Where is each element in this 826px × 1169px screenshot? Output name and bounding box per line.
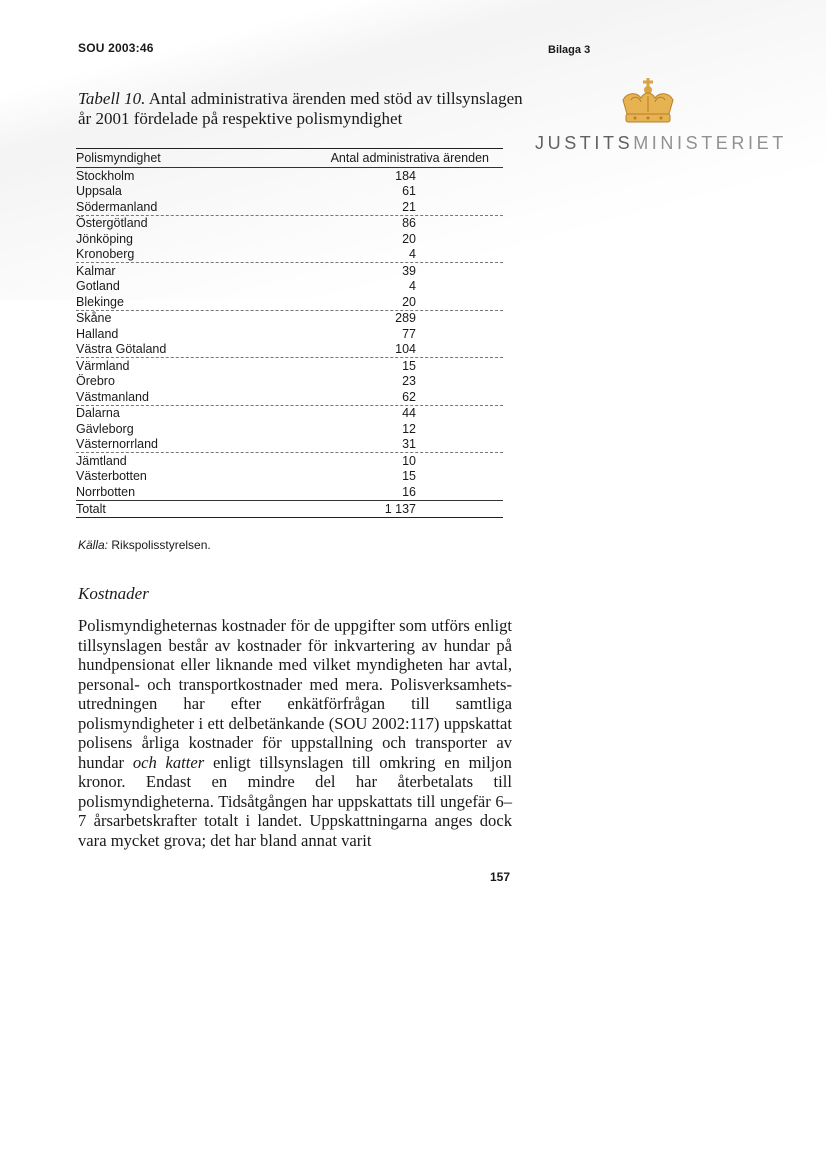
row-value: 39 xyxy=(402,263,416,278)
source-text: Rikspolisstyrelsen. xyxy=(111,538,211,552)
row-name: Norrbotten xyxy=(76,484,136,499)
row-value: 77 xyxy=(402,326,416,341)
row-value: 12 xyxy=(402,421,416,436)
police-authority-table xyxy=(76,148,503,518)
table-row xyxy=(76,389,503,406)
paragraph-text-a: Polismyndigheternas kostnader för de uppgifter som utförs enligt tillsynslagen består av kostnader för inkvartering av hundar på hundpensionat eller liknande med vilket myndigheten har avtal, personal- och transportkostnader med mera. Polisverksamhets-utredningen har efter enkätförfrågan till samtliga polismyndigheter i ett delbetänkande (SOU 2002:117) uppskattat polisens årliga kostnader för uppstallning och transporter av hundar xyxy=(78,616,512,772)
table-row xyxy=(76,216,503,232)
table-row xyxy=(76,263,503,279)
appendix-label: Bilaga 3 xyxy=(548,44,591,56)
row-value: 15 xyxy=(402,358,416,373)
page-number: 157 xyxy=(490,870,511,884)
paragraph-emphasis: och katter xyxy=(132,752,205,772)
table-caption xyxy=(78,89,523,129)
table-row xyxy=(76,484,503,500)
table-caption-text: Antal administrativa ärenden med stöd av tillsynslagen år 2001 fördelade på respektive polismyndighet xyxy=(78,89,523,128)
row-value: 31 xyxy=(402,437,416,452)
source-label: Källa: xyxy=(78,538,109,552)
table-row xyxy=(76,311,503,327)
row-value: 61 xyxy=(402,184,416,199)
row-name: Örebro xyxy=(76,374,115,389)
table-row xyxy=(76,453,503,469)
ministry-logo-part2: MINISTERIET xyxy=(633,133,787,153)
crown-icon xyxy=(617,78,679,126)
row-value: 62 xyxy=(402,389,416,404)
row-name: Jämtland xyxy=(76,453,127,468)
row-name: Kalmar xyxy=(76,263,116,278)
table-row xyxy=(76,199,503,216)
section-heading: Kostnader xyxy=(78,584,149,603)
row-value: 4 xyxy=(409,279,416,294)
row-name: Värmland xyxy=(76,358,130,373)
table-row xyxy=(76,294,503,311)
row-value: 20 xyxy=(402,231,416,246)
row-name: Västra Götaland xyxy=(76,342,167,357)
row-name: Västmanland xyxy=(76,389,149,404)
table-total-row xyxy=(76,500,503,518)
table-row xyxy=(76,469,503,485)
row-value: 15 xyxy=(402,469,416,484)
paragraph-text-b: enligt tillsynslagen till omkring en miljon kronor. Endast en mindre del har återbetalats till polismyndigheterna. Tidsåtgången har uppskattats till ungefär 6–7 årsarbetskrafter totalt i landet. Uppskattningarna anges dock vara mycket grova; det har bland annat varit xyxy=(78,752,512,850)
table-row xyxy=(76,168,503,184)
table-source xyxy=(78,538,211,552)
row-name: Gotland xyxy=(76,279,120,294)
row-name: Västerbotten xyxy=(76,469,147,484)
row-name: Kronoberg xyxy=(76,247,135,262)
table-row xyxy=(76,279,503,295)
table-row xyxy=(76,247,503,264)
row-name: Södermanland xyxy=(76,199,158,214)
column-header-count: Antal administrativa ärenden xyxy=(330,151,489,165)
row-value: 104 xyxy=(395,342,416,357)
row-name: Jönköping xyxy=(76,231,133,246)
row-value: 4 xyxy=(409,247,416,262)
row-name: Uppsala xyxy=(76,184,122,199)
total-label: Totalt xyxy=(76,501,106,516)
table-row xyxy=(76,326,503,342)
ministry-logo-part1: JUSTITS xyxy=(535,133,634,153)
row-value: 21 xyxy=(402,199,416,214)
table-row xyxy=(76,437,503,454)
row-name: Gävleborg xyxy=(76,421,134,436)
table-row xyxy=(76,406,503,422)
row-value: 16 xyxy=(402,484,416,499)
row-name: Dalarna xyxy=(76,406,120,421)
row-value: 184 xyxy=(395,168,416,183)
table-row xyxy=(76,342,503,359)
row-name: Skåne xyxy=(76,311,112,326)
column-header-authority: Polismyndighet xyxy=(76,151,161,165)
row-name: Blekinge xyxy=(76,294,124,309)
row-value: 10 xyxy=(402,453,416,468)
table-row xyxy=(76,421,503,437)
row-name: Östergötland xyxy=(76,216,148,231)
row-value: 289 xyxy=(395,311,416,326)
row-name: Halland xyxy=(76,326,119,341)
body-paragraph xyxy=(78,616,512,850)
row-name: Stockholm xyxy=(76,168,135,183)
row-value: 86 xyxy=(402,216,416,231)
total-value: 1 137 xyxy=(384,501,416,516)
row-value: 20 xyxy=(402,294,416,309)
series-reference: SOU 2003:46 xyxy=(78,41,154,55)
ministry-logo-text xyxy=(535,133,787,154)
table-header xyxy=(76,148,503,168)
row-value: 23 xyxy=(402,374,416,389)
table-row xyxy=(76,231,503,247)
table-row xyxy=(76,358,503,374)
table-caption-label: Tabell 10. xyxy=(78,89,146,108)
row-value: 44 xyxy=(402,406,416,421)
table-row xyxy=(76,374,503,390)
row-name: Västernorrland xyxy=(76,437,158,452)
table-row xyxy=(76,184,503,200)
